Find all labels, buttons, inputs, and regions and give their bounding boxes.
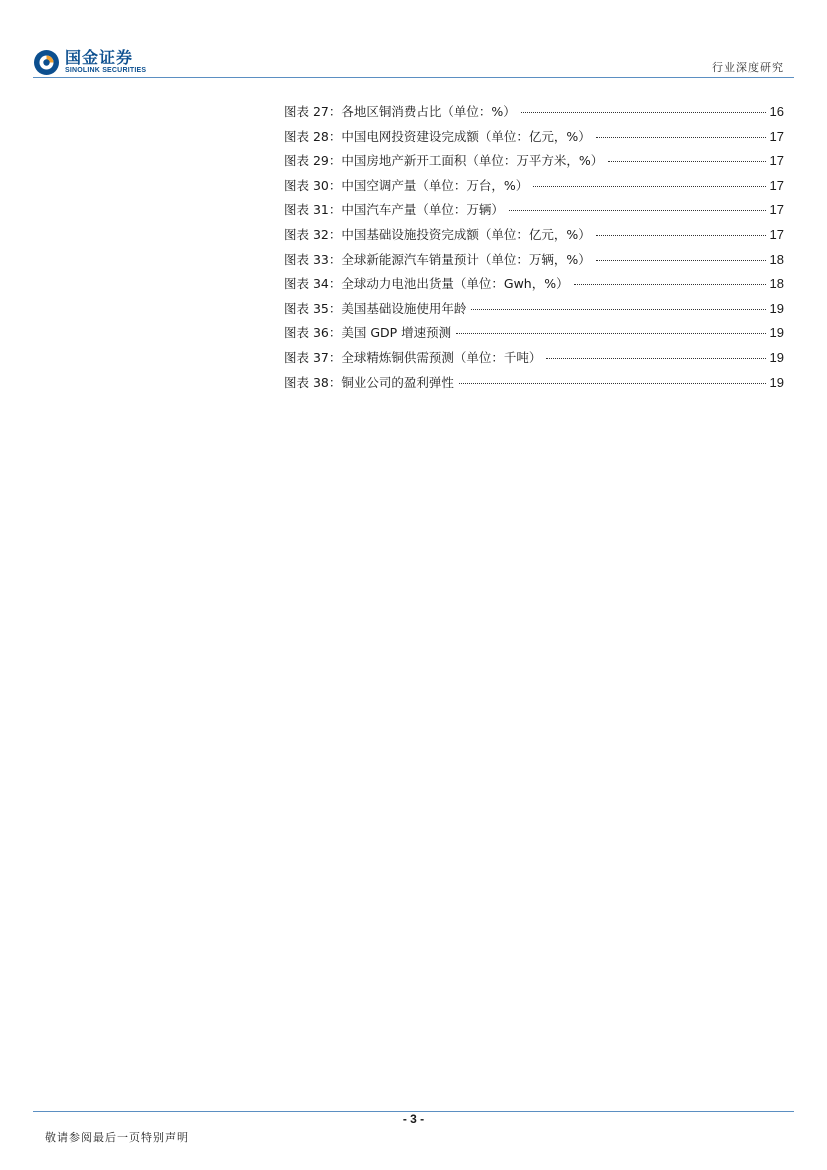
toc-entry[interactable] (284, 151, 784, 176)
toc-entry-label: 图表 33：全球新能源汽车销量预计（单位：万辆，%） (284, 251, 591, 267)
toc-dot-leader (596, 235, 766, 236)
toc-dot-leader (521, 112, 766, 113)
report-type-label: 行业深度研究 (712, 61, 784, 74)
logo-english-name: SINOLINK SECURITIES (65, 67, 147, 74)
toc-entry-page: 17 (769, 177, 784, 193)
toc-entry-label: 图表 27：各地区铜消费占比（单位：%） (284, 104, 516, 119)
toc-entry-label: 图表 38：铜业公司的盈利弹性 (284, 374, 454, 390)
toc-dot-leader (596, 260, 766, 261)
toc-entry-label: 图表 31：中国汽车产量（单位：万辆） (284, 202, 504, 218)
toc-dot-leader (459, 383, 766, 384)
toc-entry-page: 18 (769, 276, 784, 292)
toc-entry-label: 图表 30：中国空调产量（单位：万台，%） (284, 177, 529, 193)
header-divider (33, 77, 794, 78)
toc-entry[interactable] (284, 127, 784, 152)
toc-entry[interactable] (284, 348, 784, 373)
toc-dot-leader (533, 186, 765, 187)
toc-dot-leader (509, 210, 766, 211)
company-logo (33, 47, 146, 77)
toc-entry[interactable] (284, 225, 784, 250)
toc-dot-leader (456, 333, 765, 334)
toc-entry-page: 19 (769, 374, 784, 390)
toc-entry-page: 17 (769, 128, 784, 144)
toc-entry-label: 图表 32：中国基础设施投资完成额（单位：亿元，%） (284, 226, 591, 242)
toc-entry[interactable] (284, 250, 784, 275)
toc-entry-label: 图表 37：全球精炼铜供需预测（单位：千吨） (284, 349, 542, 365)
logo-chinese-name: 国金证券 (65, 48, 134, 67)
sinolink-logo-icon (33, 49, 60, 76)
toc-entry-label: 图表 35：美国基础设施使用年龄 (284, 300, 467, 316)
toc-entry-page: 17 (769, 202, 784, 218)
toc-dot-leader (471, 309, 765, 310)
page-header (0, 0, 827, 80)
toc-entry-page: 16 (769, 104, 784, 119)
toc-entry[interactable] (284, 299, 784, 324)
disclaimer-note: 敬请参阅最后一页特别声明 (45, 1131, 189, 1144)
toc-entry-page: 19 (769, 325, 784, 341)
toc-dot-leader (596, 137, 766, 138)
toc-entry[interactable] (284, 323, 784, 348)
toc-entry-page: 19 (769, 300, 784, 316)
toc-dot-leader (546, 358, 765, 359)
toc-entry-label: 图表 36：美国 GDP 增速预测 (284, 325, 452, 341)
toc-entry-label: 图表 34：全球动力电池出货量（单位：Gwh，%） (284, 276, 569, 292)
toc-entry[interactable] (284, 176, 784, 201)
chart-index-list (284, 102, 784, 397)
page-number: - 3 - (402, 1112, 425, 1126)
toc-entry[interactable] (284, 373, 784, 398)
toc-entry-page: 17 (769, 226, 784, 242)
toc-entry[interactable] (284, 200, 784, 225)
toc-entry[interactable] (284, 274, 784, 299)
toc-entry-page: 18 (769, 251, 784, 267)
toc-dot-leader (574, 284, 766, 285)
toc-entry-page: 17 (769, 153, 784, 169)
toc-dot-leader (608, 161, 765, 162)
toc-entry-label: 图表 28：中国电网投资建设完成额（单位：亿元，%） (284, 128, 591, 144)
toc-entry-page: 19 (769, 349, 784, 365)
toc-entry[interactable] (284, 102, 784, 127)
toc-entry-label: 图表 29：中国房地产新开工面积（单位：万平方米，%） (284, 153, 604, 169)
